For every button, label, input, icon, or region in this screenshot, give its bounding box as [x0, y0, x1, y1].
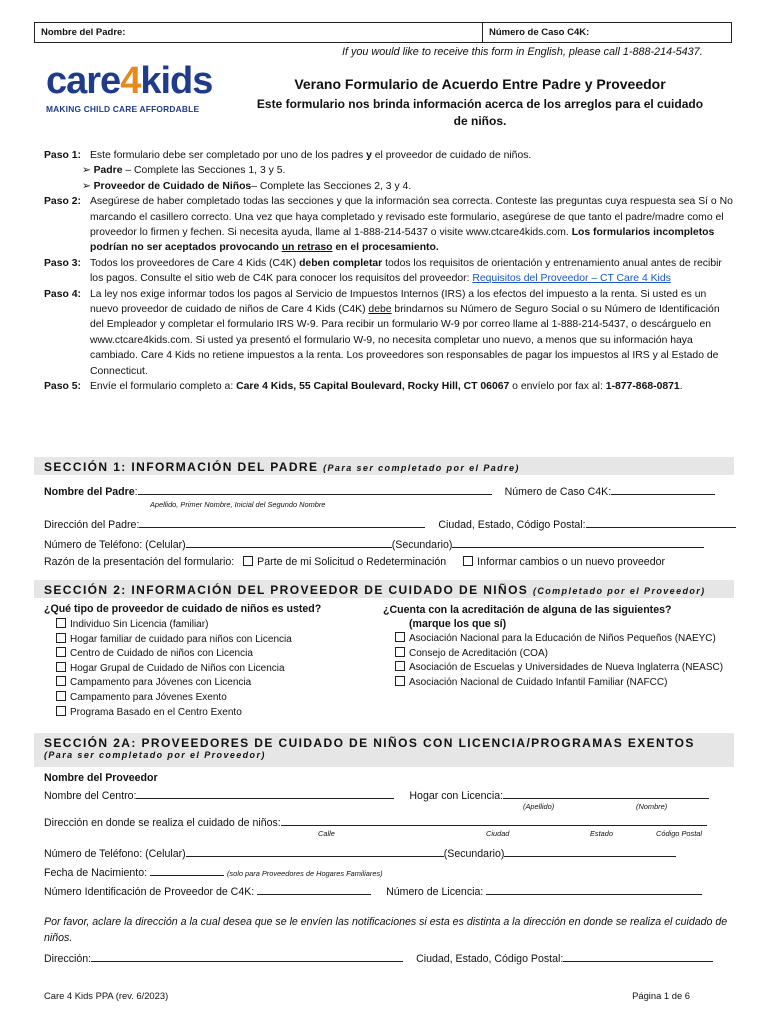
case-number-input[interactable] — [611, 484, 715, 495]
form-subtitle: Este formulario nos brinda información acerca de los arreglos para el cuidado de niños. — [256, 97, 704, 128]
nombre-hint: (Nombre) — [636, 802, 668, 811]
estado-hint: Estado — [590, 829, 614, 838]
care-address-row: Dirección en donde se realiza el cuidado de niños: — [44, 815, 734, 829]
parent-phone-row: Número de Teléfono: (Celular) (Secundario) — [44, 537, 734, 551]
accreditation-option: Asociación Nacional para la Educación de Niños Pequeños (NAEYC) — [395, 632, 723, 647]
parent-name-row: Nombre del Padre: Número de Caso C4K: — [44, 484, 734, 498]
parent-address-row: Dirección del Padre: Ciudad, Estado, Código Postal: — [44, 517, 734, 531]
provider-secondary-input[interactable] — [504, 846, 676, 857]
accreditation-option: Asociación Nacional de Cuidado Infantil Familiar (NAFCC) — [395, 676, 723, 691]
notice-city-input[interactable] — [563, 951, 713, 962]
instructions — [44, 148, 734, 395]
notice-address-row: Dirección: Ciudad, Estado, Código Postal: — [44, 951, 734, 965]
step-5: Paso 5: Envíe el formulario completo a: Care 4 Kids, 55 Capital Boulevard, Rocky Hill, CT 06067 o envíelo por fax al: 1-877-868-0871. — [44, 381, 683, 393]
accreditation-question: ¿Cuenta con la acreditación de alguna de las siguientes? (marque los que sí) — [383, 604, 672, 630]
type-option: Campamento para Jóvenes con Licencia — [56, 676, 292, 691]
reason-row: Razón de la presentación del formulario: Parte de mi Solicitud o Redeterminación Informar cambios o un nuevo proveedor — [44, 556, 666, 568]
step-1-bullet-parent: ➢ Padre – Complete las Secciones 1, 3 y 5. — [82, 165, 286, 177]
licensed-home-input[interactable] — [503, 788, 709, 799]
apellido-hint: (Apellido) — [523, 802, 555, 811]
provider-id-row: Número Identificación de Proveedor de C4K: Número de Licencia: — [44, 884, 734, 898]
type-option: Hogar Grupal de Cuidado de Niños con Licencia — [56, 662, 292, 677]
parent-cell-input[interactable] — [186, 537, 392, 548]
footer-page-number: Página 1 de 6 — [632, 990, 690, 1001]
center-name-row: Nombre del Centro: Hogar con Licencia: — [44, 788, 734, 802]
step-1-bullet-provider: ➢ Proveedor de Cuidado de Niños– Complete las Secciones 2, 3 y 4. — [82, 180, 412, 192]
care-address-input[interactable] — [281, 815, 707, 826]
type-option: Programa Basado en el Centro Exento — [56, 706, 292, 721]
center-name-input[interactable] — [136, 788, 394, 799]
provider-id-input[interactable] — [257, 884, 371, 895]
reason-application-checkbox[interactable] — [243, 556, 253, 566]
step-3: Paso 3: Todos los proveedores de Care 4 Kids (C4K) deben completar todos los requisitos de orientación y entrenamiento anual antes de recibir los pagos. Consulte el sitio web de C4K para conocer los requisitos del proveedor: Requisitos del Proveedor – CT Care 4 Kids — [44, 257, 722, 285]
provider-type-list — [56, 618, 292, 720]
step-4: Paso 4: La ley nos exige informar todos los pagos al Servicio de Impuestos Internos (IRS) a los efectos del impuesto a la renta. Si usted es un nuevo proveedor de cuidado de niños de Care 4 Kids (C4K) debe brindarnos su Número de Seguro Social o su Número de Identificación del Empleador y completar el formulario IRS W-9. Para recibir un formulario W-9 por correo llame al 1-888-214-5437, o descárguelo en www.ctcare4kids.com. Si usted ya presentó el formulario W-9, no necesita completar uno nuevo, a menos que su información haya cambiado. Care 4 Kids no retiene impuestos a la renta. Los proveedores son responsables de pagar los impuestos al IRS y al Estado de Connecticut. — [44, 288, 720, 377]
section-1-heading: SECCIÓN 1: INFORMACIÓN DEL PADRE (Para ser completado por el Padre) — [34, 457, 734, 475]
provider-name-label: Nombre del Proveedor — [44, 772, 158, 784]
case-number-field[interactable]: Número de Caso C4K: — [489, 27, 590, 38]
license-number-input[interactable] — [486, 884, 702, 895]
section-2-heading: SECCIÓN 2: INFORMACIÓN DEL PROVEEDOR DE CUIDADO DE NIÑOS (Completado por el Proveedor) — [34, 580, 734, 598]
name-hint: Apellido, Primer Nombre, Inicial del Segundo Nombre — [150, 500, 326, 509]
provider-phone-row: Número de Teléfono: (Celular) (Secundario) — [44, 846, 734, 860]
ciudad-hint: Ciudad — [486, 829, 510, 838]
type-option: Hogar familiar de cuidado para niños con Licencia — [56, 633, 292, 648]
header-box — [34, 22, 732, 43]
section-2a-heading: SECCIÓN 2A: PROVEEDORES DE CUIDADO DE NIÑOS CON LICENCIA/PROGRAMAS EXENTOS (Para ser completado por el Proveedor) — [34, 733, 734, 767]
accreditation-option: Consejo de Acreditación (COA) — [395, 647, 723, 662]
calle-hint: Calle — [318, 829, 335, 838]
footer-form-id: Care 4 Kids PPA (rev. 6/2023) — [44, 990, 169, 1001]
accreditation-list — [395, 632, 723, 690]
cp-hint: Código Postal — [656, 829, 703, 838]
page-footer — [44, 990, 690, 1001]
parent-name-input[interactable] — [138, 484, 492, 495]
notice-address-note: Por favor, aclare la dirección a la cual desea que se le envíen las notificaciones si esta es distinta a la dirección en donde se realiza el cuidado de niños. — [44, 916, 728, 944]
type-option: Individuo Sin Licencia (familiar) — [56, 618, 292, 633]
form-title: Verano Formulario de Acuerdo Entre Padre y Proveedor — [294, 76, 666, 92]
parent-secondary-input[interactable] — [452, 537, 704, 548]
dob-input[interactable] — [150, 865, 224, 876]
type-option: Campamento para Jóvenes Exento — [56, 691, 292, 706]
parent-name-field[interactable]: Nombre del Padre: — [35, 23, 483, 42]
dob-row: Fecha de Nacimiento: (solo para Proveedores de Hogares Familiares) — [44, 867, 383, 879]
step-2: Paso 2: Asegúrese de haber completado todas las secciones y que la información sea correcta. Conteste las preguntas cuya respuesta sea Sí o No marcando el casillero correcto. Una vez que haya completado y revisado este formulario, asegúrese de que tanto el padre/madre como el proveedor lo firmen y fechen. Si necesita ayuda, llame al 1-888-214-5437 o visite www.ctcare4kids.com. Los formularios incompletos podrían no ser aceptados provocando un retraso en el procesamiento. — [44, 196, 733, 254]
english-note: If you would like to receive this form in English, please call 1-888-214-5437. — [342, 46, 703, 58]
notice-address-input[interactable] — [91, 951, 403, 962]
care4kids-logo: care4kids MAKING CHILD CARE AFFORDABLE — [46, 60, 213, 114]
type-option: Centro de Cuidado de niños con Licencia — [56, 647, 292, 662]
reason-change-checkbox[interactable] — [463, 556, 473, 566]
step-1: Paso 1: Este formulario debe ser completado por uno de los padres y el proveedor de cuidado de niños. — [44, 150, 532, 161]
accreditation-option: Asociación de Escuelas y Universidades de Nueva Inglaterra (NEASC) — [395, 661, 723, 676]
parent-address-input[interactable] — [139, 517, 425, 528]
parent-city-input[interactable] — [586, 517, 736, 528]
requirements-link[interactable]: Requisitos del Proveedor – CT Care 4 Kids — [472, 273, 671, 285]
provider-cell-input[interactable] — [186, 846, 444, 857]
provider-type-question: ¿Qué tipo de proveedor de cuidado de niños es usted? — [44, 603, 322, 615]
